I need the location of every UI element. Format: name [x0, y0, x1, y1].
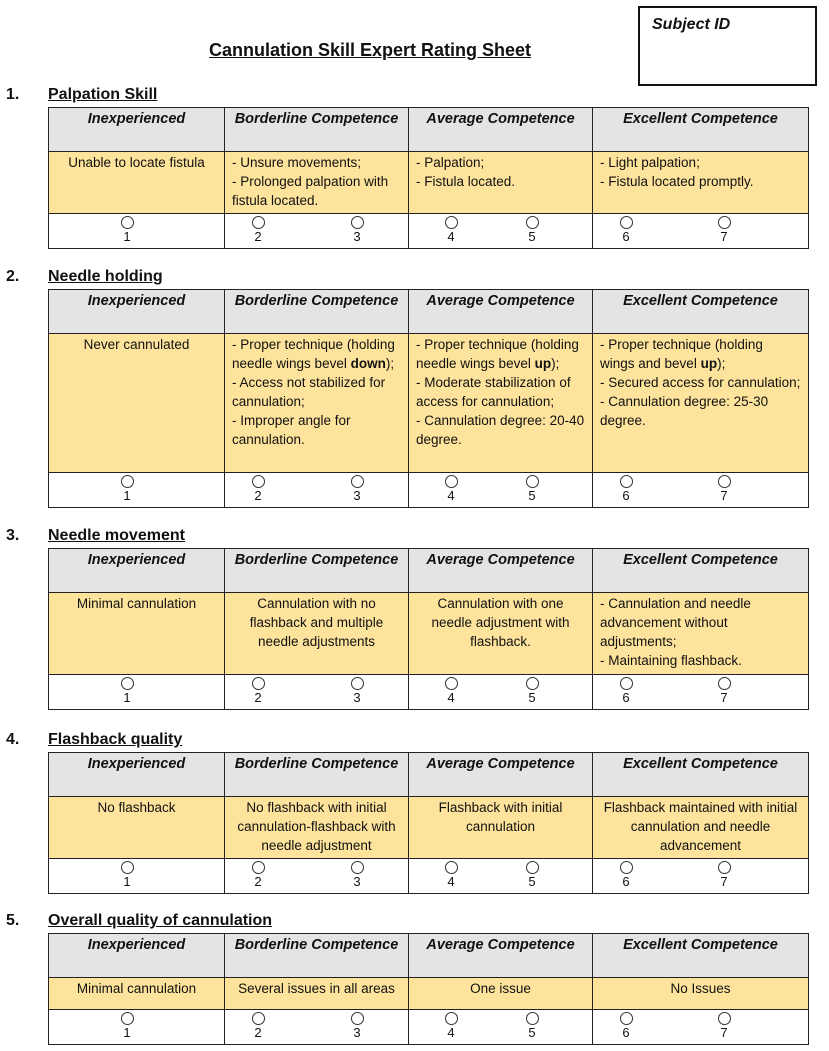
- column-header: Borderline Competence: [225, 934, 409, 978]
- rating-value: 1: [123, 1025, 131, 1040]
- rating-option-6[interactable]: [616, 216, 636, 245]
- rating-cell: [409, 214, 593, 249]
- radio-circle-icon[interactable]: [620, 475, 633, 488]
- rating-value: 3: [353, 1025, 361, 1040]
- rating-option-3[interactable]: [347, 861, 367, 890]
- rating-table: [48, 752, 809, 894]
- radio-circle-icon[interactable]: [718, 216, 731, 229]
- rating-table: [48, 933, 809, 1045]
- rating-value: 2: [254, 229, 262, 244]
- rating-option-5[interactable]: [522, 475, 542, 504]
- rating-row: [49, 859, 809, 894]
- section-heading: [6, 86, 811, 108]
- section-heading: [6, 912, 811, 934]
- rating-option-4[interactable]: [441, 677, 461, 706]
- level-description: - Proper technique (holding wings and bevel up); - Secured access for cannulation; - Cannulation degree: 25-30 degree.: [593, 334, 809, 473]
- level-description: No flashback with initial cannulation-flashback with needle adjustment: [225, 797, 409, 859]
- radio-circle-icon[interactable]: [121, 677, 134, 690]
- level-description: No flashback: [49, 797, 225, 859]
- radio-circle-icon[interactable]: [526, 677, 539, 690]
- rating-option-5[interactable]: [522, 216, 542, 245]
- rating-value: 3: [353, 229, 361, 244]
- rating-value: 3: [353, 874, 361, 889]
- rating-value: 2: [254, 1025, 262, 1040]
- rating-cell: [49, 859, 225, 894]
- description-row: [49, 334, 809, 473]
- level-description: - Cannulation and needle advancement without adjustments; - Maintaining flashback.: [593, 593, 809, 675]
- rating-option-1[interactable]: [117, 861, 137, 890]
- column-header: Excellent Competence: [593, 753, 809, 797]
- column-header: Average Competence: [409, 934, 593, 978]
- section-title: Palpation Skill: [48, 86, 158, 103]
- radio-circle-icon[interactable]: [526, 475, 539, 488]
- radio-circle-icon[interactable]: [351, 1012, 364, 1025]
- rating-option-6[interactable]: [616, 1012, 636, 1041]
- radio-circle-icon[interactable]: [445, 216, 458, 229]
- rating-cell: [593, 675, 809, 710]
- radio-circle-icon[interactable]: [718, 475, 731, 488]
- header-row: [49, 108, 809, 152]
- column-header: Average Competence: [409, 549, 593, 593]
- rating-value: 5: [528, 874, 536, 889]
- rating-option-6[interactable]: [616, 861, 636, 890]
- rating-option-7[interactable]: [714, 677, 734, 706]
- subject-id-label: Subject ID: [652, 16, 731, 33]
- rating-cell: [49, 214, 225, 249]
- section-5: [6, 912, 811, 1040]
- level-description: Several issues in all areas: [225, 978, 409, 1010]
- rating-option-5[interactable]: [522, 861, 542, 890]
- rating-option-2[interactable]: [248, 1012, 268, 1041]
- rating-value: 3: [353, 690, 361, 705]
- level-description: - Proper technique (holding needle wings bevel down); - Access not stabilized for cannulation; - Improper angle for cannulation.: [225, 334, 409, 473]
- rating-value: 4: [447, 874, 455, 889]
- rating-value: 1: [123, 488, 131, 503]
- rating-option-3[interactable]: [347, 677, 367, 706]
- rating-value: 7: [720, 229, 728, 244]
- rating-option-3[interactable]: [347, 216, 367, 245]
- description-row: [49, 978, 809, 1010]
- section-number: 1.: [6, 86, 20, 103]
- level-description: Never cannulated: [49, 334, 225, 473]
- radio-circle-icon[interactable]: [620, 677, 633, 690]
- radio-circle-icon[interactable]: [351, 861, 364, 874]
- rating-option-6[interactable]: [616, 475, 636, 504]
- rating-cell: [593, 1010, 809, 1045]
- section-number: 3.: [6, 527, 20, 544]
- rating-option-4[interactable]: [441, 861, 461, 890]
- column-header: Excellent Competence: [593, 549, 809, 593]
- rating-cell: [593, 859, 809, 894]
- description-row: [49, 152, 809, 214]
- rating-value: 4: [447, 690, 455, 705]
- rating-value: 5: [528, 229, 536, 244]
- rating-cell: [409, 1010, 593, 1045]
- rating-cell: [593, 473, 809, 508]
- rating-value: 6: [622, 874, 630, 889]
- column-header: Inexperienced: [49, 290, 225, 334]
- rating-option-4[interactable]: [441, 1012, 461, 1041]
- column-header: Excellent Competence: [593, 290, 809, 334]
- rating-option-7[interactable]: [714, 861, 734, 890]
- level-description: - Unsure movements; - Prolonged palpation with fistula located.: [225, 152, 409, 214]
- radio-circle-icon[interactable]: [526, 1012, 539, 1025]
- rating-row: [49, 473, 809, 508]
- rating-value: 1: [123, 874, 131, 889]
- column-header: Inexperienced: [49, 108, 225, 152]
- rating-cell: [409, 675, 593, 710]
- column-header: Borderline Competence: [225, 753, 409, 797]
- section-number: 5.: [6, 912, 20, 929]
- rating-value: 1: [123, 690, 131, 705]
- rating-value: 6: [622, 1025, 630, 1040]
- level-description: Cannulation with one needle adjustment with flashback.: [409, 593, 593, 675]
- radio-circle-icon[interactable]: [526, 861, 539, 874]
- rating-table: [48, 107, 809, 249]
- rating-cell: [225, 473, 409, 508]
- radio-circle-icon[interactable]: [351, 475, 364, 488]
- rating-value: 7: [720, 488, 728, 503]
- rating-option-1[interactable]: [117, 1012, 137, 1041]
- section-4: [6, 731, 811, 889]
- rating-value: 2: [254, 488, 262, 503]
- header-row: [49, 549, 809, 593]
- level-description: - Light palpation; - Fistula located promptly.: [593, 152, 809, 214]
- section-3: [6, 527, 811, 705]
- level-description: No Issues: [593, 978, 809, 1010]
- page-title: Cannulation Skill Expert Rating Sheet: [208, 40, 532, 60]
- rating-cell: [225, 1010, 409, 1045]
- rating-option-4[interactable]: [441, 475, 461, 504]
- level-description: Minimal cannulation: [49, 593, 225, 675]
- rating-option-2[interactable]: [248, 475, 268, 504]
- rating-cell: [225, 214, 409, 249]
- description-row: [49, 797, 809, 859]
- level-description: Minimal cannulation: [49, 978, 225, 1010]
- radio-circle-icon[interactable]: [252, 475, 265, 488]
- rating-option-3[interactable]: [347, 475, 367, 504]
- column-header: Average Competence: [409, 290, 593, 334]
- section-1: [6, 86, 811, 244]
- rating-value: 5: [528, 1025, 536, 1040]
- rating-option-1[interactable]: [117, 475, 137, 504]
- rating-value: 2: [254, 874, 262, 889]
- rating-option-7[interactable]: [714, 216, 734, 245]
- rating-option-5[interactable]: [522, 677, 542, 706]
- rating-cell: [49, 1010, 225, 1045]
- rating-cell: [409, 859, 593, 894]
- radio-circle-icon[interactable]: [121, 216, 134, 229]
- radio-circle-icon[interactable]: [445, 475, 458, 488]
- section-title: Needle holding: [48, 268, 163, 285]
- level-description: Cannulation with no flashback and multiple needle adjustments: [225, 593, 409, 675]
- rating-value: 4: [447, 488, 455, 503]
- rating-value: 6: [622, 229, 630, 244]
- rating-option-7[interactable]: [714, 475, 734, 504]
- section-heading: [6, 527, 811, 549]
- rating-cell: [225, 859, 409, 894]
- description-row: [49, 593, 809, 675]
- rating-option-7[interactable]: [714, 1012, 734, 1041]
- radio-circle-icon[interactable]: [445, 677, 458, 690]
- section-title: Needle movement: [48, 527, 185, 544]
- header-row: [49, 290, 809, 334]
- rating-value: 7: [720, 1025, 728, 1040]
- radio-circle-icon[interactable]: [620, 216, 633, 229]
- rating-option-4[interactable]: [441, 216, 461, 245]
- rating-row: [49, 1010, 809, 1045]
- rating-value: 7: [720, 690, 728, 705]
- rating-value: 2: [254, 690, 262, 705]
- radio-circle-icon[interactable]: [121, 475, 134, 488]
- rating-value: 1: [123, 229, 131, 244]
- radio-circle-icon[interactable]: [718, 861, 731, 874]
- section-number: 2.: [6, 268, 20, 285]
- column-header: Inexperienced: [49, 753, 225, 797]
- radio-circle-icon[interactable]: [252, 677, 265, 690]
- rating-value: 6: [622, 488, 630, 503]
- radio-circle-icon[interactable]: [718, 1012, 731, 1025]
- radio-circle-icon[interactable]: [121, 861, 134, 874]
- radio-circle-icon[interactable]: [351, 677, 364, 690]
- level-description: - Palpation; - Fistula located.: [409, 152, 593, 214]
- column-header: Borderline Competence: [225, 549, 409, 593]
- column-header: Excellent Competence: [593, 108, 809, 152]
- level-description: Unable to locate fistula: [49, 152, 225, 214]
- rating-option-5[interactable]: [522, 1012, 542, 1041]
- rating-option-2[interactable]: [248, 861, 268, 890]
- rating-value: 5: [528, 690, 536, 705]
- radio-circle-icon[interactable]: [252, 1012, 265, 1025]
- rating-value: 4: [447, 229, 455, 244]
- rating-cell: [593, 214, 809, 249]
- rating-option-1[interactable]: [117, 216, 137, 245]
- column-header: Borderline Competence: [225, 108, 409, 152]
- rating-table: [48, 548, 809, 710]
- rating-option-6[interactable]: [616, 677, 636, 706]
- column-header: Excellent Competence: [593, 934, 809, 978]
- level-description: Flashback with initial cannulation: [409, 797, 593, 859]
- radio-circle-icon[interactable]: [252, 861, 265, 874]
- level-description: - Proper technique (holding needle wings bevel up); - Moderate stabilization of access for cannulation; - Cannulation degree: 20-40 degree.: [409, 334, 593, 473]
- level-description: One issue: [409, 978, 593, 1010]
- section-title: Flashback quality: [48, 731, 183, 748]
- rating-cell: [409, 473, 593, 508]
- rating-value: 7: [720, 874, 728, 889]
- rating-option-2[interactable]: [248, 216, 268, 245]
- section-2: [6, 268, 811, 503]
- rating-cell: [49, 473, 225, 508]
- radio-circle-icon[interactable]: [445, 1012, 458, 1025]
- column-header: Average Competence: [409, 753, 593, 797]
- radio-circle-icon[interactable]: [718, 677, 731, 690]
- rating-row: [49, 214, 809, 249]
- section-heading: [6, 268, 811, 290]
- rating-cell: [49, 675, 225, 710]
- radio-circle-icon[interactable]: [526, 216, 539, 229]
- rating-option-1[interactable]: [117, 677, 137, 706]
- column-header: Average Competence: [409, 108, 593, 152]
- header-row: [49, 934, 809, 978]
- rating-value: 4: [447, 1025, 455, 1040]
- radio-circle-icon[interactable]: [445, 861, 458, 874]
- rating-option-2[interactable]: [248, 677, 268, 706]
- rating-value: 5: [528, 488, 536, 503]
- level-description: Flashback maintained with initial cannulation and needle advancement: [593, 797, 809, 859]
- rating-value: 3: [353, 488, 361, 503]
- header-row: [49, 753, 809, 797]
- rating-option-3[interactable]: [347, 1012, 367, 1041]
- rating-row: [49, 675, 809, 710]
- radio-circle-icon[interactable]: [121, 1012, 134, 1025]
- rating-table: [48, 289, 809, 508]
- radio-circle-icon[interactable]: [252, 216, 265, 229]
- radio-circle-icon[interactable]: [620, 861, 633, 874]
- rating-value: 6: [622, 690, 630, 705]
- column-header: Borderline Competence: [225, 290, 409, 334]
- section-title: Overall quality of cannulation: [48, 912, 273, 929]
- section-heading: [6, 731, 811, 753]
- section-number: 4.: [6, 731, 20, 748]
- radio-circle-icon[interactable]: [351, 216, 364, 229]
- column-header: Inexperienced: [49, 549, 225, 593]
- radio-circle-icon[interactable]: [620, 1012, 633, 1025]
- column-header: Inexperienced: [49, 934, 225, 978]
- rating-cell: [225, 675, 409, 710]
